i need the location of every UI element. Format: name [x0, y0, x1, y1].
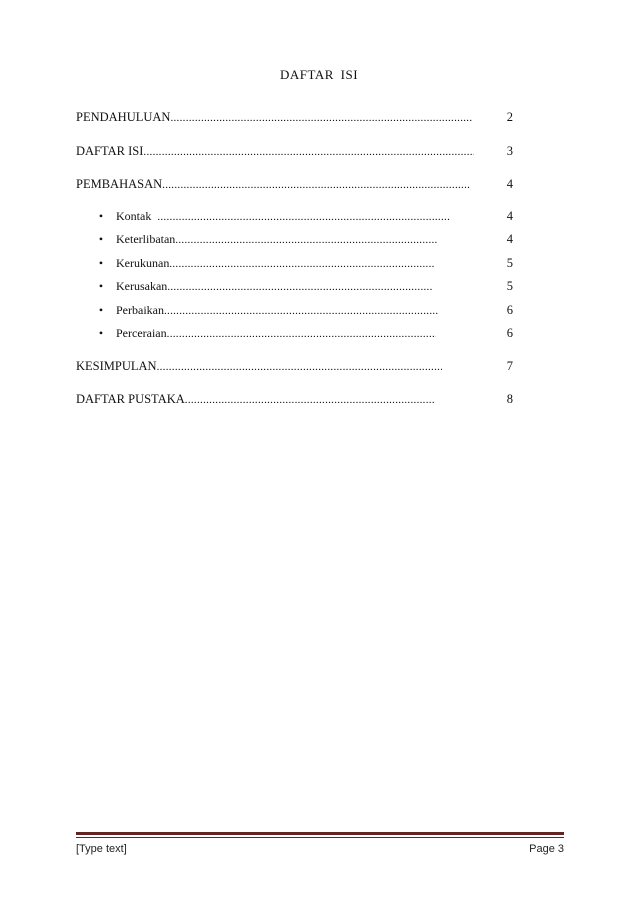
toc-entry-page-number: 2: [506, 110, 513, 124]
toc-entry-page-number: 4: [506, 232, 513, 246]
toc-entry-kerusakan[interactable]: [0, 277, 638, 295]
toc-entry-perbaikan[interactable]: [0, 301, 638, 319]
bullet-icon: •: [98, 256, 104, 270]
toc-entry-label: PEMBAHASAN: [76, 177, 163, 191]
footer-placeholder-text: [Type text]: [76, 843, 127, 855]
toc-entry-daftar-isi[interactable]: [0, 142, 638, 160]
footer-divider-thick: [76, 832, 564, 835]
dot-leader: [175, 231, 437, 248]
footer-page-number: Page 3: [529, 843, 564, 855]
dot-leader: [164, 302, 438, 319]
toc-entry-label: Keterlibatan: [116, 232, 176, 246]
toc-entry-label: Kontak: [116, 209, 152, 223]
bullet-icon: •: [98, 303, 104, 317]
toc-entry-label: DAFTAR ISI: [76, 144, 144, 158]
toc-entry-label: Kerusakan: [116, 279, 168, 293]
bullet-icon: •: [98, 232, 104, 246]
toc-entry-pendahuluan[interactable]: [0, 108, 638, 126]
toc-entry-perceraian[interactable]: [0, 324, 638, 342]
toc-entry-page-number: 4: [506, 177, 513, 191]
toc-entry-label: PENDAHULUAN: [76, 110, 171, 124]
dot-leader: [167, 278, 432, 295]
toc-entry-keterlibatan[interactable]: [0, 230, 638, 248]
toc-entry-page-number: 8: [506, 392, 513, 406]
toc-entry-label: KESIMPULAN: [76, 359, 157, 373]
dot-leader: [169, 255, 434, 272]
dot-leader: [185, 391, 434, 408]
dot-leader: [157, 358, 442, 375]
toc-entry-page-number: 4: [506, 209, 513, 223]
dot-leader: [143, 143, 474, 160]
toc-entry-page-number: 3: [506, 144, 513, 158]
toc-entry-page-number: 5: [506, 279, 513, 293]
toc-entry-kontak[interactable]: [0, 207, 638, 225]
toc-entry-label: Perbaikan: [116, 303, 164, 317]
toc-entry-label: DAFTAR PUSTAKA: [76, 392, 185, 406]
bullet-icon: •: [98, 279, 104, 293]
page-title: DAFTAR ISI: [279, 67, 359, 82]
bullet-icon: •: [98, 209, 104, 223]
toc-entry-page-number: 5: [506, 256, 513, 270]
footer-divider-thin: [76, 837, 564, 838]
toc-entry-page-number: 6: [506, 326, 513, 340]
toc-entry-label: Kerukunan: [116, 256, 170, 270]
toc-entry-page-number: 7: [506, 359, 513, 373]
toc-entry-page-number: 6: [506, 303, 513, 317]
toc-entry-label: Perceraian: [116, 326, 167, 340]
toc-entry-kesimpulan[interactable]: [0, 357, 638, 375]
toc-entry-daftar-pustaka[interactable]: [0, 390, 638, 408]
dot-leader: [167, 325, 436, 342]
dot-leader: [162, 176, 471, 193]
toc-entry-pembahasan[interactable]: [0, 175, 638, 193]
dot-leader: [151, 208, 450, 225]
bullet-icon: •: [98, 326, 104, 340]
toc-entry-kerukunan[interactable]: [0, 254, 638, 272]
dot-leader: [170, 109, 472, 126]
